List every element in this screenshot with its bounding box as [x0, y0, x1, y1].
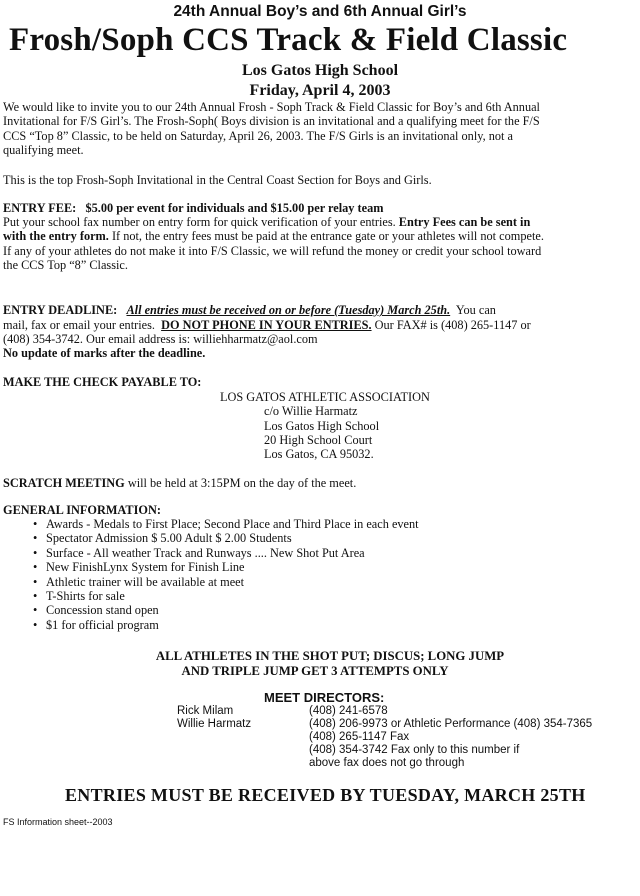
- attempts-notice-line-1: ALL ATHLETES IN THE SHOT PUT; DISCUS; LONG JUMP: [155, 649, 505, 663]
- school-name: Los Gatos High School: [241, 62, 399, 79]
- bullet-icon: •: [33, 560, 38, 575]
- entry-fee-amount: $5.00 per event for individuals and $15.00 per relay team: [85, 201, 384, 215]
- scratch-text: will be held at 3:15PM on the day of the meet.: [127, 476, 357, 490]
- bullet-icon: •: [33, 617, 38, 632]
- payable-street: 20 High School Court: [264, 433, 373, 447]
- list-item: • New FinishLynx System for Finish Line: [33, 560, 245, 575]
- deadline-line-3: (408) 354-3742. Our email address is: williehharmatz@aol.com: [3, 332, 318, 346]
- entry-fee-line-4: If any of your athletes do not make it into F/S Classic, we will refund the money or credit your school toward: [3, 244, 542, 258]
- bullet-icon: •: [33, 603, 38, 618]
- intro-line-1: We would like to invite you to our 24th Annual Frosh - Soph Track & Field Classic for Boy’s and 6th Annual: [3, 100, 540, 114]
- meet-date: Friday, April 4, 2003: [249, 82, 391, 99]
- list-item: • Awards - Medals to First Place; Second Place and Third Place in each event: [33, 517, 419, 531]
- director-name-1: Rick Milam: [177, 705, 234, 717]
- intro-line-4: qualifying meet.: [3, 143, 84, 157]
- intro-line-3: CCS “Top 8” Classic, to be held on Saturday, April 26, 2003. The F/S Girls is an invitational only, not a: [3, 129, 513, 143]
- director-name-2: Willie Harmatz: [177, 718, 252, 730]
- deadline-line-2: [3, 318, 640, 332]
- entries-deadline-banner: ENTRIES MUST BE RECEIVED BY TUESDAY, MARCH 25TH: [65, 785, 586, 805]
- list-item: • Surface - All weather Track and Runways .... New Shot Put Area: [33, 545, 365, 560]
- list-item: • Concession stand open: [33, 603, 159, 618]
- general-info-list: [33, 517, 419, 632]
- director-phone-2: (408) 206-9973 or Athletic Performance (408) 354-7365: [309, 718, 593, 730]
- director-phone-4: (408) 354-3742 Fax only to this number if: [309, 744, 520, 756]
- list-item: • $1 for official program: [33, 617, 159, 632]
- entry-fee-line-5: the CCS Top “8” Classic.: [3, 258, 128, 272]
- director-phone-5: above fax does not go through: [309, 757, 465, 769]
- scratch-meeting: [3, 476, 640, 490]
- entry-fee-send-note: Entry Fees can be sent in: [398, 215, 531, 229]
- header-subtitle: 24th Annual Boy’s and 6th Annual Girl’s: [173, 3, 467, 20]
- deadline-line-1: [3, 303, 640, 317]
- deadline-label: ENTRY DEADLINE:: [3, 303, 118, 317]
- general-label: GENERAL INFORMATION:: [3, 503, 161, 517]
- deadline-emphasis: All entries must be received on or before (Tuesday) March 25th.: [126, 303, 451, 317]
- director-phone-1: (408) 241-6578: [309, 705, 388, 717]
- deadline-methods: mail, fax or email your entries.: [3, 318, 155, 332]
- payable-school: Los Gatos High School: [264, 419, 380, 433]
- page-title: Frosh/Soph CCS Track & Field Classic: [9, 22, 568, 58]
- directors-label: MEET DIRECTORS:: [264, 690, 385, 705]
- bullet-icon: •: [33, 589, 38, 604]
- payable-care-of: c/o Willie Harmatz: [264, 404, 358, 418]
- scratch-label: SCRATCH MEETING: [3, 476, 125, 490]
- deadline-line-4: No update of marks after the deadline.: [3, 346, 206, 360]
- entry-fee-label: ENTRY FEE:: [3, 201, 77, 215]
- payable-org: LOS GATOS ATHLETIC ASSOCIATION: [220, 390, 430, 404]
- deadline-fax: Our FAX# is (408) 265-1147 or: [374, 318, 531, 332]
- entry-fee-line-1: [3, 201, 640, 215]
- entry-fee-line-3: [3, 229, 640, 243]
- bullet-icon: •: [33, 531, 38, 546]
- entry-fee-gate-note: If not, the entry fees must be paid at the entrance gate or your athletes will not compete.: [111, 229, 544, 243]
- entry-fee-form-note: with the entry form.: [3, 229, 109, 243]
- payable-city: Los Gatos, CA 95032.: [264, 447, 374, 461]
- deadline-no-phone: DO NOT PHONE IN YOUR ENTRIES.: [161, 318, 372, 332]
- list-item: • Spectator Admission $ 5.00 Adult $ 2.00 Students: [33, 531, 292, 546]
- bullet-icon: •: [33, 545, 38, 560]
- sheet-label: FS Information sheet--2003: [3, 817, 113, 827]
- attempts-notice-line-2: AND TRIPLE JUMP GET 3 ATTEMPTS ONLY: [181, 664, 449, 678]
- payable-label: MAKE THE CHECK PAYABLE TO:: [3, 375, 202, 389]
- intro-line-2: Invitational for F/S Girl’s. The Frosh-Soph( Boys division is an invitational and a qualifying meet for the F/S: [3, 114, 540, 128]
- entry-fee-fax-note: Put your school fax number on entry form for quick verification of your entries.: [3, 215, 396, 229]
- bullet-icon: •: [33, 517, 38, 531]
- bullet-icon: •: [33, 574, 38, 589]
- deadline-tail: You can: [455, 303, 496, 317]
- list-item: • Athletic trainer will be available at meet: [33, 574, 245, 589]
- entry-fee-line-2: [3, 215, 640, 229]
- list-item: • T-Shirts for sale: [33, 589, 125, 604]
- top-invitational-note: This is the top Frosh-Soph Invitational in the Central Coast Section for Boys and Girls.: [3, 173, 432, 187]
- director-phone-3: (408) 265-1147 Fax: [309, 731, 410, 743]
